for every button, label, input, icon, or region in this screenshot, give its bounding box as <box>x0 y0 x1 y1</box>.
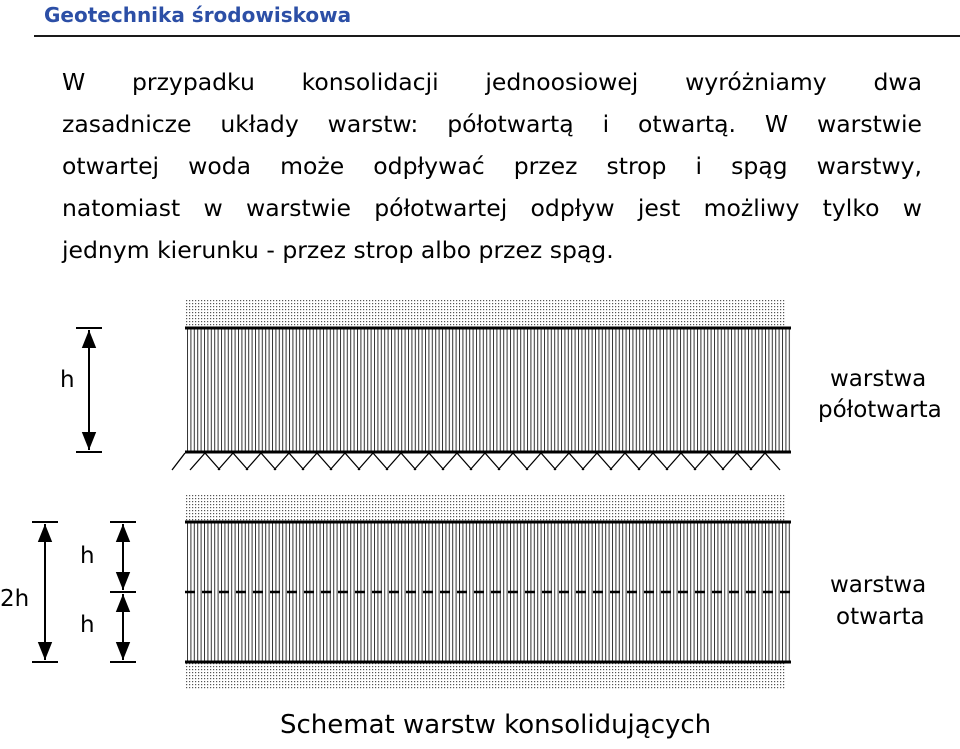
drainage-sand-top-1 <box>185 300 785 328</box>
dimension-2h <box>32 522 58 662</box>
paragraph-line: W przypadku konsolidacji jednoosiowej wyróżniamy dwa <box>62 68 922 96</box>
thickness-label-lower-h: h <box>80 612 95 638</box>
clay-layer-semi-open <box>185 328 791 452</box>
drainage-sand-top-2 <box>185 494 785 522</box>
thickness-label-upper-h: h <box>80 543 95 569</box>
paragraph-line: natomiast w warstwie półotwartej odpływ jest możliwy tylko w <box>62 194 922 222</box>
layer-name-semi-open-line1: warstwa <box>830 366 927 392</box>
impermeable-base-hatch <box>172 453 780 470</box>
layer-name-open-line2: otwarta <box>836 604 925 630</box>
figure-caption: Schemat warstw konsolidujących <box>280 710 712 740</box>
paragraph-line: zasadnicze układy warstw: półotwartą i otwartą. W warstwie <box>62 110 922 138</box>
layer-name-open-line1: warstwa <box>830 572 927 598</box>
thickness-label-2h: 2h <box>0 586 30 612</box>
dimension-h-top <box>76 328 102 452</box>
paragraph-line: jednym kierunku - przez strop albo przez spąg. <box>62 236 614 264</box>
thickness-label-h: h <box>60 367 75 393</box>
layer-name-semi-open-line2: półotwarta <box>818 397 942 423</box>
dimension-h-halves <box>110 522 136 662</box>
drainage-sand-bottom-2 <box>185 662 785 690</box>
page-title: Geotechnika środowiskowa <box>44 3 352 27</box>
paragraph-line: otwartej woda może odpływać przez strop i spąg warstwy, <box>62 152 922 180</box>
